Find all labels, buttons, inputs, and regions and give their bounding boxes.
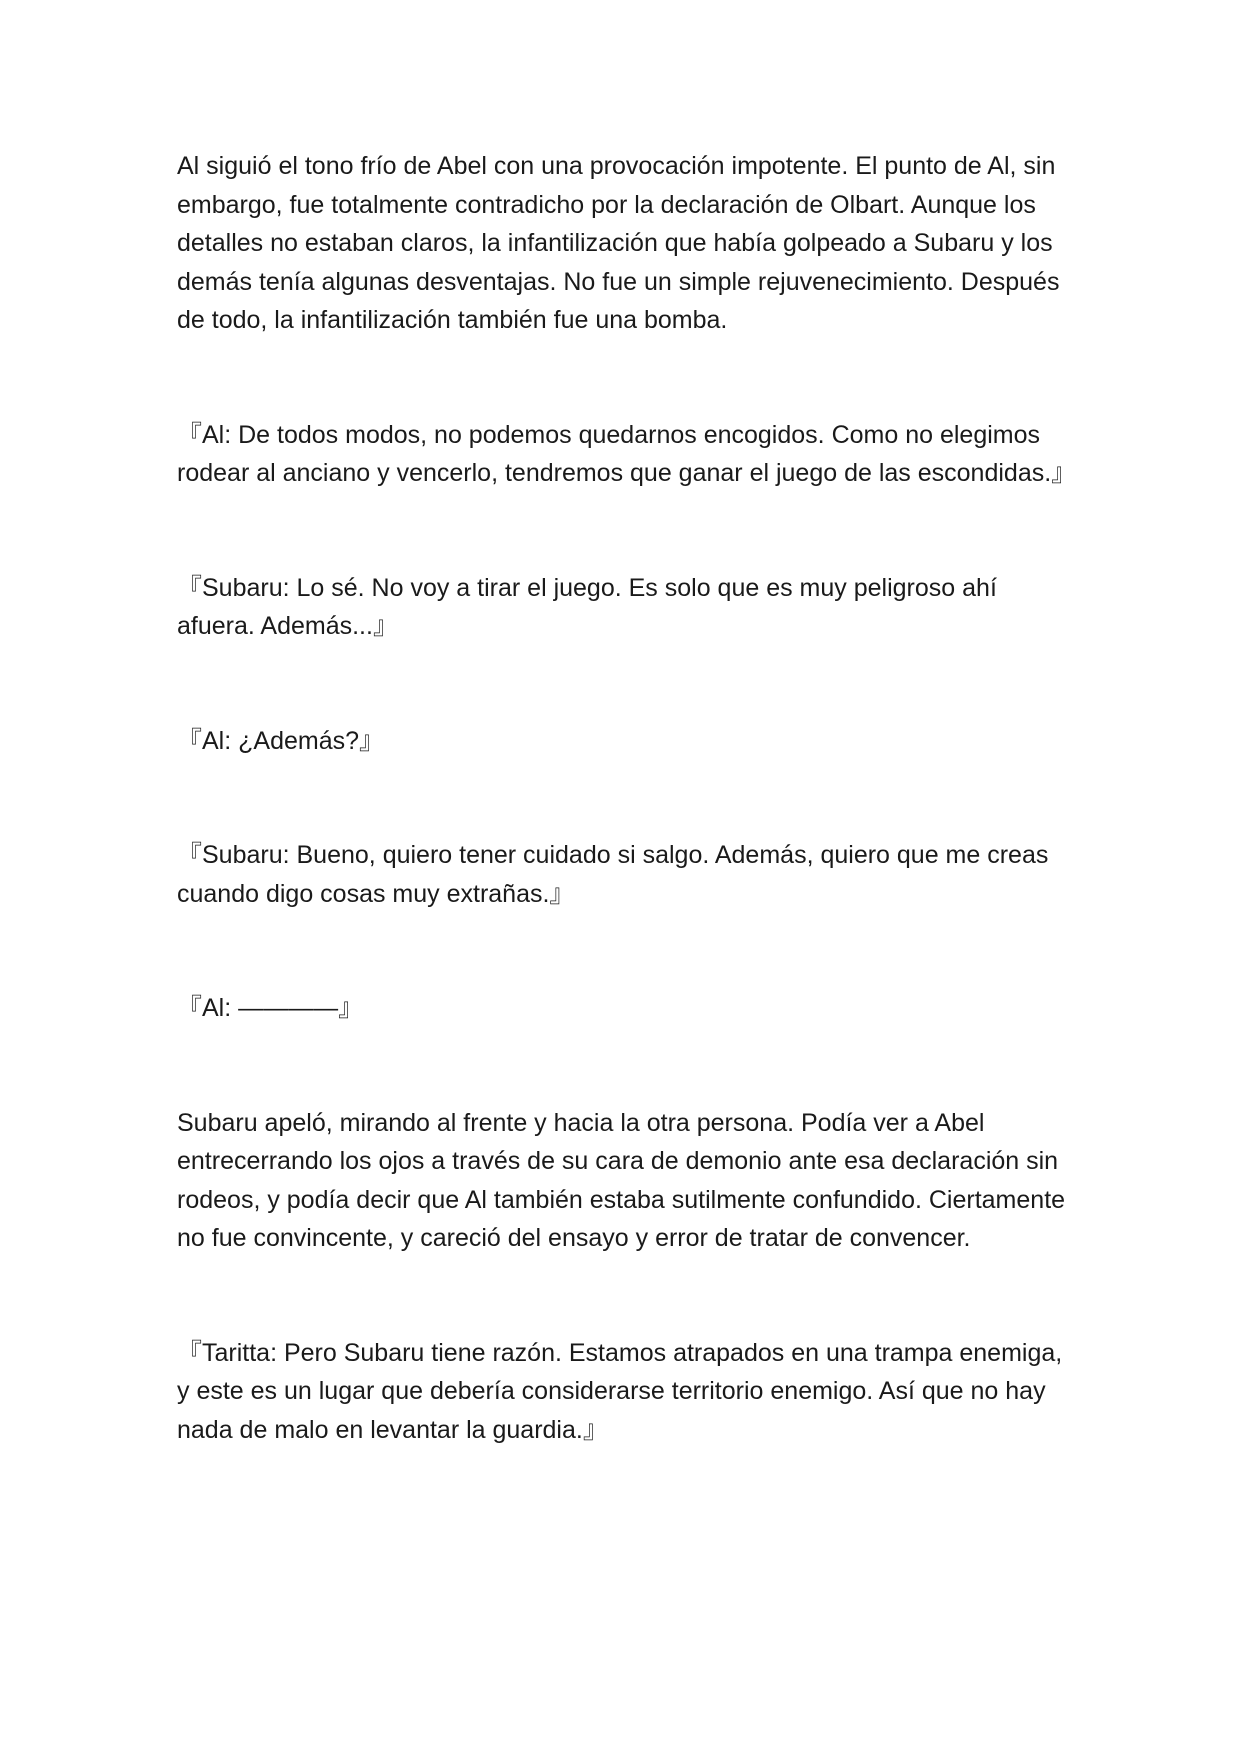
narration-paragraph: Al siguió el tono frío de Abel con una provocación impotente. El punto de Al, sin embargo, fue totalmente contradicho por la declaración de Olbart. Aunque los detalles no estaban claros, la infantilización que había golpeado a Subaru y los demás tenía algunas desventajas. No fue un simple rejuvenecimiento. Después de todo, la infantilización también fue una bomba. [177, 152, 1067, 334]
dialogue-line-al: 『Al: ————』 [177, 994, 364, 1022]
document-body [177, 147, 1077, 1449]
narration-paragraph: Subaru apeló, mirando al frente y hacia la otra persona. Podía ver a Abel entrecerrando los ojos a través de su cara de demonio ante esa declaración sin rodeos, y podía decir que Al también estaba sutilmente confundido. Ciertamente no fue convincente, y careció del ensayo y error de tratar de convencer. [177, 1108, 1072, 1252]
dialogue-line-subaru: 『Subaru: Bueno, quiero tener cuidado si salgo. Además, quiero que me creas cuando digo cosas muy extrañas.』 [177, 841, 1056, 908]
dialogue-line-al: 『Al: De todos modos, no podemos quedarnos encogidos. Como no elegimos rodear al anciano y vencerlo, tendremos que ganar el juego de las escondidas.』 [177, 420, 1077, 487]
dialogue-line-taritta: 『Taritta: Pero Subaru tiene razón. Estamos atrapados en una trampa enemiga, y este es un lugar que debería considerarse territorio enemigo. Así que no hay nada de malo en levantar la guardia.』 [177, 1338, 1070, 1444]
dialogue-line-al: 『Al: ¿Además?』 [177, 726, 385, 755]
dialogue-line-subaru: 『Subaru: Lo sé. No voy a tirar el juego. Es solo que es muy peligroso ahí afuera. Además...』 [177, 573, 1004, 640]
